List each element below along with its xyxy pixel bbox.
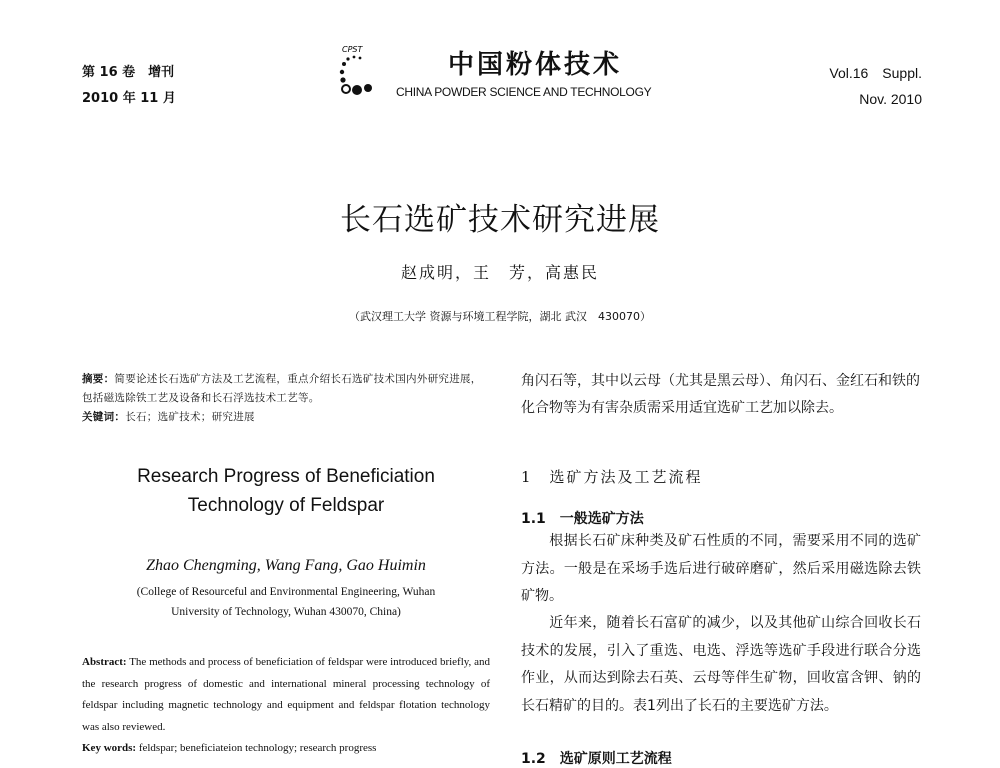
body-paragraph-1 xyxy=(521,528,921,611)
abstract-cn-text: 简要论述长石选矿方法及工艺流程，重点介绍长石选矿技术国内外研究进展，包括磁选除铁工艺及设备和长石浮选技术工艺等。 xyxy=(82,373,482,404)
para1-text: 根据长石矿床种类及矿石性质的不同，需要采用不同的选矿方法。一般是在采场手选后进行破碎磨矿，然后采用磁选除去铁矿物。 xyxy=(521,533,921,604)
date-en: Nov. 2010 xyxy=(859,91,922,107)
title-en-line1: Research Progress of Beneficiation xyxy=(137,466,435,487)
keywords-cn-text: 长石；选矿技术；研究进展 xyxy=(125,411,255,423)
section-1-1-heading: 1.1 一般选矿方法 xyxy=(521,511,644,527)
header-volume-date-en xyxy=(829,60,922,112)
logo-text: CPST xyxy=(342,45,363,54)
keywords-en-paragraph xyxy=(82,738,490,760)
article-title-cn: 长石选矿技术研究进展 xyxy=(340,202,660,238)
abstract-en xyxy=(82,652,490,760)
intro-paragraph xyxy=(521,368,921,421)
intro-text: 角闪石等，其中以云母（尤其是黑云母）、角闪石、金红石和铁的化合物等为有害杂质需采用适宜选矿工艺加以除去。 xyxy=(521,373,920,416)
abstract-en-text: The methods and process of beneficiation of feldspar were introduced briefly, and the research progress of domestic and international mineral processing technology of feldspar including magnetic technology and equipment and feldspar flotation technology was also reviewed. xyxy=(82,656,490,733)
article-title-en xyxy=(82,462,490,520)
abstract-cn-paragraph xyxy=(82,370,490,408)
authors-cn: 赵成明，王 芳，高惠民 xyxy=(400,263,599,282)
journal-name-en: CHINA POWDER SCIENCE AND TECHNOLOGY xyxy=(396,85,652,99)
abstract-en-paragraph xyxy=(82,652,490,738)
section-1-2-heading: 1.2 选矿原则工艺流程 xyxy=(521,751,672,767)
keywords-en-text: feldspar; beneficiateion technology; research progress xyxy=(138,742,377,754)
journal-logo-icon xyxy=(338,42,368,104)
body-paragraph-2 xyxy=(521,610,921,720)
volume-en: Vol.16 Suppl. xyxy=(829,65,922,81)
authors-en: Zhao Chengming, Wang Fang, Gao Huimin xyxy=(146,557,426,574)
date-cn: 2010 年 11 月 xyxy=(82,91,176,106)
abstract-en-label: Abstract: xyxy=(82,656,127,668)
keywords-cn-paragraph xyxy=(82,408,490,427)
volume-cn: 第 16 卷 增刊 xyxy=(82,65,175,80)
affiliation-en-line2: University of Technology, Wuhan 430070, China) xyxy=(171,606,401,618)
title-en-line2: Technology of Feldspar xyxy=(187,495,385,516)
keywords-cn-label: 关键词： xyxy=(82,411,126,423)
affiliation-cn: （武汉理工大学 资源与环境工程学院，湖北 武汉 430070） xyxy=(349,310,651,323)
keywords-en-label: Key words: xyxy=(82,742,137,754)
para2-text: 近年来，随着长石富矿的减少，以及其他矿山综合回收长石技术的发展，引入了重选、电选、浮选等选矿手段进行联合分选作业，从而达到除去石英、云母等伴生矿物，回收富含钾、钠的长石精矿的目的。表1列出了长石的主要选矿方法。 xyxy=(521,615,921,714)
journal-name-cn: 中国粉体技术 xyxy=(448,50,623,80)
section-1-heading: 1 选矿方法及工艺流程 xyxy=(521,468,703,486)
affiliation-en xyxy=(82,582,490,622)
abstract-cn-label: 摘要： xyxy=(82,373,115,385)
affiliation-en-line1: (College of Resourceful and Environmental Engineering, Wuhan xyxy=(136,586,436,598)
header-volume-date-cn xyxy=(82,60,176,112)
abstract-cn xyxy=(82,370,490,427)
